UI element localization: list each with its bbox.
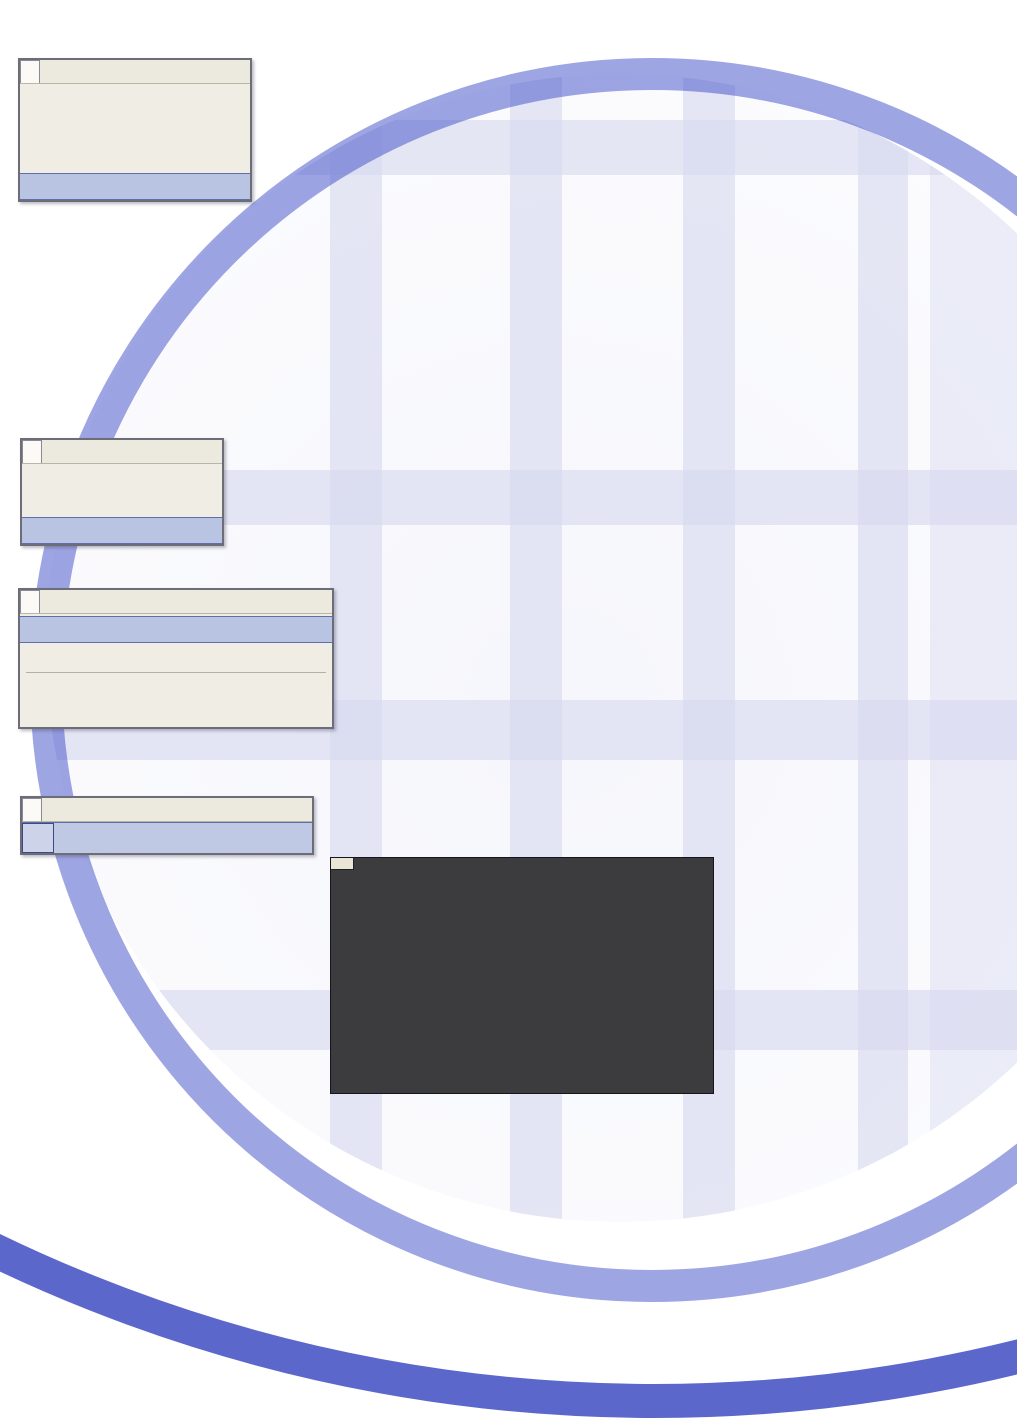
menu-item-save-map-file[interactable]: [20, 137, 250, 162]
file-menu-screenshot-2: [20, 438, 224, 546]
menu-ecu[interactable]: [42, 798, 60, 821]
menu-display[interactable]: [22, 798, 42, 821]
menu-item-open-map-file[interactable]: [20, 87, 250, 112]
menu-display[interactable]: [60, 440, 78, 463]
menu-item-graphic[interactable]: [22, 822, 312, 853]
menu-options[interactable]: [60, 798, 78, 821]
menu-item-copy-table[interactable]: [20, 616, 332, 643]
chart-plot-area: [353, 869, 713, 1093]
menu-display[interactable]: [58, 60, 76, 83]
menu-item-import-pciii-table[interactable]: [20, 173, 250, 200]
menu-file[interactable]: [22, 440, 42, 463]
chart-left-scale: [331, 869, 353, 1093]
menu-ecu[interactable]: [76, 60, 94, 83]
menu-bar: [22, 798, 312, 822]
edit-menu-screenshot: [18, 588, 334, 729]
menu-item-save-map-file[interactable]: [22, 517, 222, 544]
menu-display[interactable]: [40, 590, 58, 613]
menu-edit[interactable]: [40, 60, 58, 83]
checkmark-icon: [22, 823, 54, 853]
map-graphic-screenshot: [330, 857, 714, 1094]
menu-edit[interactable]: [20, 590, 40, 613]
menu-bar: [20, 590, 332, 614]
menu-item-open-map-file[interactable]: [22, 467, 222, 492]
menu-file[interactable]: [20, 60, 40, 83]
menu-separator: [26, 672, 326, 673]
menu-item-compare-file[interactable]: [22, 492, 222, 517]
chart-curves: [353, 869, 713, 1093]
menu-item-commit-trims[interactable]: [20, 702, 332, 727]
menu-item-paste-table[interactable]: [20, 643, 332, 668]
menu-item-compare-file[interactable]: [20, 112, 250, 137]
menu-bar: [22, 440, 222, 464]
menu-item-use-f-trim[interactable]: [20, 677, 332, 702]
menu-ecu[interactable]: [58, 590, 76, 613]
file-menu-screenshot-1: [18, 58, 252, 202]
display-menu-screenshot: [20, 796, 314, 855]
menu-options[interactable]: [76, 590, 94, 613]
menu-edit[interactable]: [42, 440, 60, 463]
chart-top-legend: [353, 858, 713, 869]
menu-bar: [20, 60, 250, 84]
